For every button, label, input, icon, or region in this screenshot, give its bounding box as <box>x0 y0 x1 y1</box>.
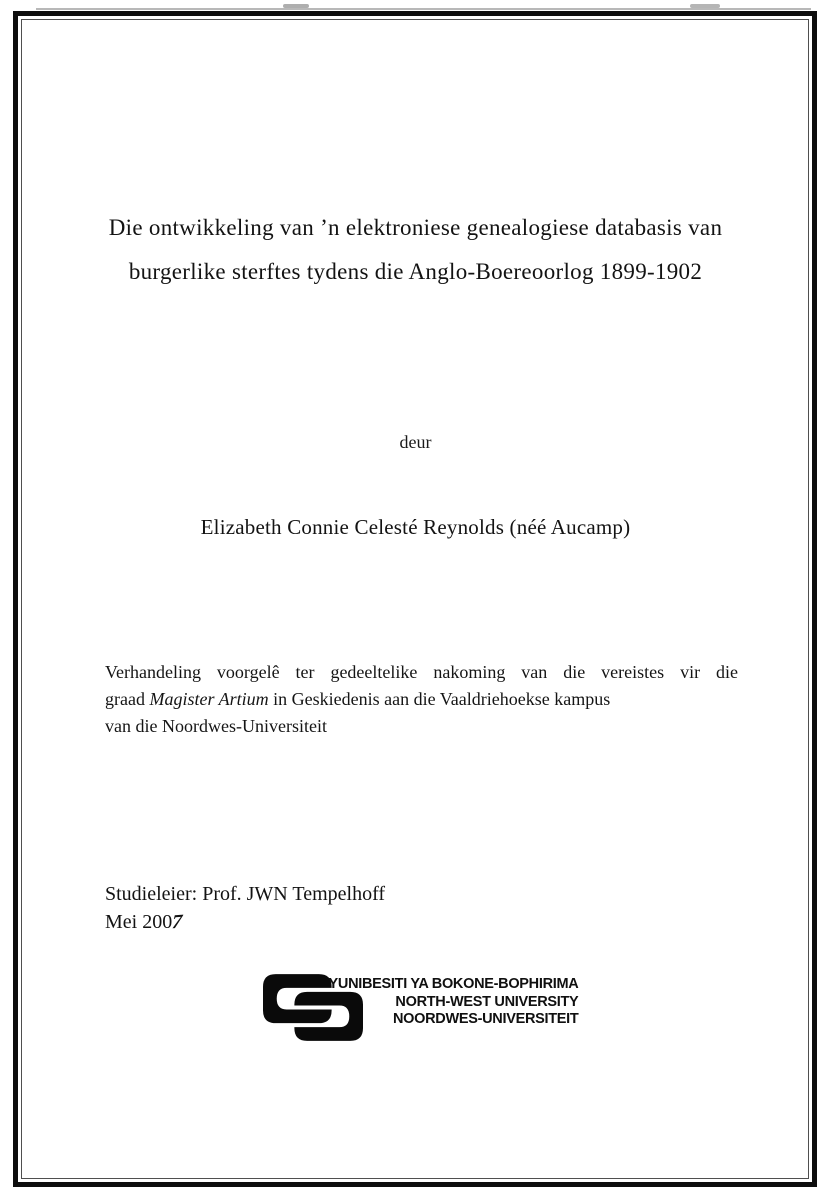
degree-statement <box>105 659 738 740</box>
degree-statement-line2-before: graad <box>105 689 150 709</box>
byline-deur: deur <box>399 432 432 452</box>
university-logo <box>0 970 831 1041</box>
university-logo-text <box>329 970 579 1029</box>
scan-artifact-smudge <box>690 4 720 8</box>
logo-line-setswana: YUNIBESITI YA BOKONE-BOPHIRIMA <box>328 976 579 992</box>
author-name: Elizabeth Connie Celesté Reynolds (néé Aucamp) <box>200 515 631 539</box>
logo-line-afrikaans: NOORDWES-UNIVERSITEIT <box>393 1011 579 1027</box>
supervisor-line: Studieleier: Prof. JWN Tempelhoff <box>105 883 386 905</box>
date-last-digit: 7 <box>169 910 186 934</box>
logo-line-english: NORTH-WEST UNIVERSITY <box>395 993 579 1010</box>
degree-statement-line3: van die Noordwes-Universiteit <box>105 716 327 736</box>
supervisor-block <box>105 880 385 936</box>
degree-statement-line1: Verhandeling voorgelê ter gedeeltelike nakoming van die vereistes vir die <box>105 662 738 682</box>
degree-statement-line2 <box>105 686 738 713</box>
date-prefix: Mei 200 <box>105 911 173 933</box>
scan-artifact-line <box>36 8 811 10</box>
thesis-title-line2: burgerlike sterftes tydens die Anglo-Boereoorlog 1899-1902 <box>128 259 703 284</box>
thesis-title <box>60 206 771 294</box>
degree-statement-line2-after: in Geskiedenis aan die Vaaldriehoekse kampus <box>268 689 611 709</box>
scan-artifact-smudge <box>283 4 309 8</box>
thesis-title-line1: Die ontwikkeling van ’n elektroniese genealogiese databasis van <box>108 215 723 240</box>
degree-name: Magister Artium <box>149 689 269 709</box>
date-line <box>105 908 385 936</box>
